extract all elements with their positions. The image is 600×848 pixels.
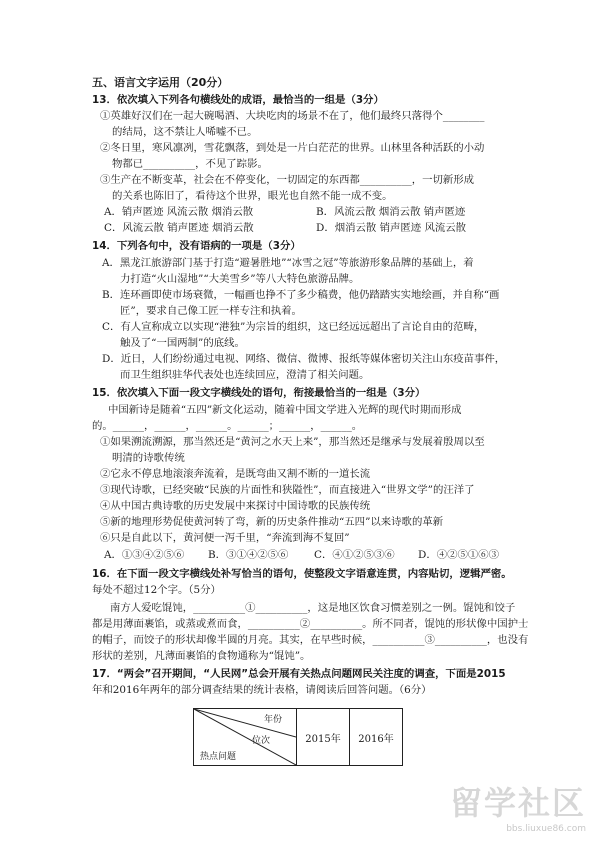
- q14-option-a-cont: 力打造“火山湿地”“大美雪乡”等八大特色旅游品牌。: [120, 273, 360, 285]
- stat-table: [193, 708, 403, 766]
- q17-stem-cont: 年和2016年两年的部分调查结果的统计表格，请阅读后回答问题。（6分）: [92, 684, 432, 696]
- q13-option-d[interactable]: D．烟消云散 销声匿迹 风流云散: [316, 222, 467, 234]
- q13-sentence-2-cont: 物都已__________，不见了踪影。: [112, 158, 268, 170]
- q15-item-4: ④从中国古典诗歌的历史发展中来探讨中国诗歌的民族传统: [100, 500, 371, 512]
- q17-stem: 17．“两会”召开期间，“人民网”总会开展有关热点问题网民关注度的调查，下面是2015: [92, 668, 506, 680]
- watermark-brand: 留学社区: [449, 784, 586, 822]
- watermark: [450, 778, 586, 834]
- q15-passage: 中国新诗是随着“五四”新文化运动，随着中国文学进入光辉的现代时期而形成: [108, 404, 462, 416]
- section-title: 五、语言文字运用（20分）: [92, 76, 229, 89]
- q16-text-2: 都是用薄面裹馅，或蒸或煮而食，__________②__________。所不同者，馄饨的形状像中国护士: [92, 618, 529, 630]
- q14-option-c-cont: 触及了“一国两制”的底线。: [120, 337, 245, 349]
- q15-option-c[interactable]: C．④①②⑤③⑥: [314, 549, 395, 561]
- q14-option-a[interactable]: A．黑龙江旅游部门基于打造“避暑胜地”“冰雪之冠”等旅游形象品牌的基础上，着: [102, 257, 474, 269]
- header-year: 年份: [264, 715, 283, 725]
- watermark-url: bbs.liuxue86.com: [506, 824, 586, 834]
- q16-stem-cont: 每处不超过12个字。（5分）: [92, 584, 221, 596]
- header-rank: 位次: [252, 736, 271, 746]
- q15-item-2: ②它永不停息地滚滚奔流着，是既弯曲又割不断的一道长流: [100, 468, 371, 480]
- q15-item-1-cont: 明清的诗歌传统: [112, 452, 185, 464]
- q15-option-a[interactable]: A．①③④②⑤⑥: [104, 549, 185, 561]
- q15-item-5: ⑤新的地理形势促使黄河转了弯，新的历史条件推动“五四”以来诗歌的革新: [100, 516, 444, 528]
- q16-stem: 16．在下面一段文字横线处补写恰当的语句，使整段文字语意连贯，内容贴切，逻辑严密。: [92, 568, 512, 580]
- q14-option-b-cont: 匠”，要求自己像工匠一样专注和执着。: [120, 305, 302, 317]
- q14-option-d-cont: 而卫生组织驻华代表处也连续回应，澄清了相关问题。: [120, 369, 370, 381]
- q13-sentence-1-cont: 的结局，这不禁让人唏嘘不已。: [112, 126, 258, 138]
- q14-option-d[interactable]: D．近日，人们纷纷通过电视、网络、微信、微博、报纸等媒体密切关注山东疫苗事件，: [102, 353, 506, 365]
- q15-passage-blanks: 的。______，______，______。______；______，______。: [92, 420, 363, 432]
- q14-option-c[interactable]: C．有人宣称成立以实现“港独”为宗旨的组织，这已经远远超出了言论自由的范畴，: [102, 321, 485, 333]
- q13-option-c[interactable]: C．风流云散 销声匿迹 烟消云散: [104, 222, 254, 234]
- q15-stem: 15．依次填入下面一段文字横线处的语句，衔接最恰当的一组是（3分）: [92, 387, 426, 399]
- table-diagonal-header: [194, 709, 297, 766]
- column-2015: 2015年: [297, 709, 350, 766]
- q14-stem: 14．下列各句中，没有语病的一项是（3分）: [92, 240, 301, 252]
- q13-stem: 13．依次填入下列各句横线处的成语，最恰当的一组是（3分）: [92, 94, 384, 106]
- column-2016: 2016年: [350, 709, 403, 766]
- q15-option-d[interactable]: D．④②⑤①⑥③: [418, 549, 500, 561]
- q16-text-3: 的帽子，而饺子的形状却像半圆的月亮。其实，在早些时候，__________③__________，也没有: [92, 634, 529, 646]
- q13-sentence-1: ①英雄好汉们在一起大碗喝酒、大块吃肉的场景不在了，他们最终只落得个________: [100, 110, 485, 122]
- q15-option-b[interactable]: B．③①④②⑤⑥: [208, 549, 289, 561]
- q13-sentence-3-cont: 的关系也陈旧了，看待这个世界，眼光也自然不能一成不变。: [112, 190, 393, 202]
- q14-option-b[interactable]: B．连环画即使市场衰微，一幅画也挣不了多少稿费，他仍踏踏实实地绘画，并自称“画: [102, 289, 500, 301]
- q13-sentence-3: ③生产在不断变革，社会在不停变化，一切固定的东西都__________，一切新形成: [100, 174, 475, 186]
- q15-item-1: ①如果溯流溯源，那当然还是“黄河之水天上来”，那当然还是继承与发展着殷周以至: [100, 436, 485, 448]
- q15-item-6: ⑥只是自此以下，黄河便一泻千里，“奔流到海不复回”: [100, 532, 350, 544]
- q15-item-3: ③现代诗歌，已经突破“民族的片面性和狭隘性”，而直接进入“世界文学”的汪洋了: [100, 484, 475, 496]
- q16-text-1: 南方人爱吃馄饨，__________①__________，这是地区饮食习惯差别之一例。馄饨和饺子: [110, 602, 516, 614]
- header-topic: 热点问题: [200, 752, 237, 762]
- q16-text-4: 形状的差别，凡薄面裹馅的食物通称为“馄饨”。: [92, 650, 311, 662]
- q13-option-a[interactable]: A．销声匿迹 风流云散 烟消云散: [104, 206, 254, 218]
- q13-option-b[interactable]: B．风流云散 烟消云散 销声匿迹: [316, 206, 466, 218]
- q13-sentence-2: ②冬日里，寒风凛冽，雪花飘落，到处是一片白茫茫的世界。山林里各种活跃的小动: [100, 142, 485, 154]
